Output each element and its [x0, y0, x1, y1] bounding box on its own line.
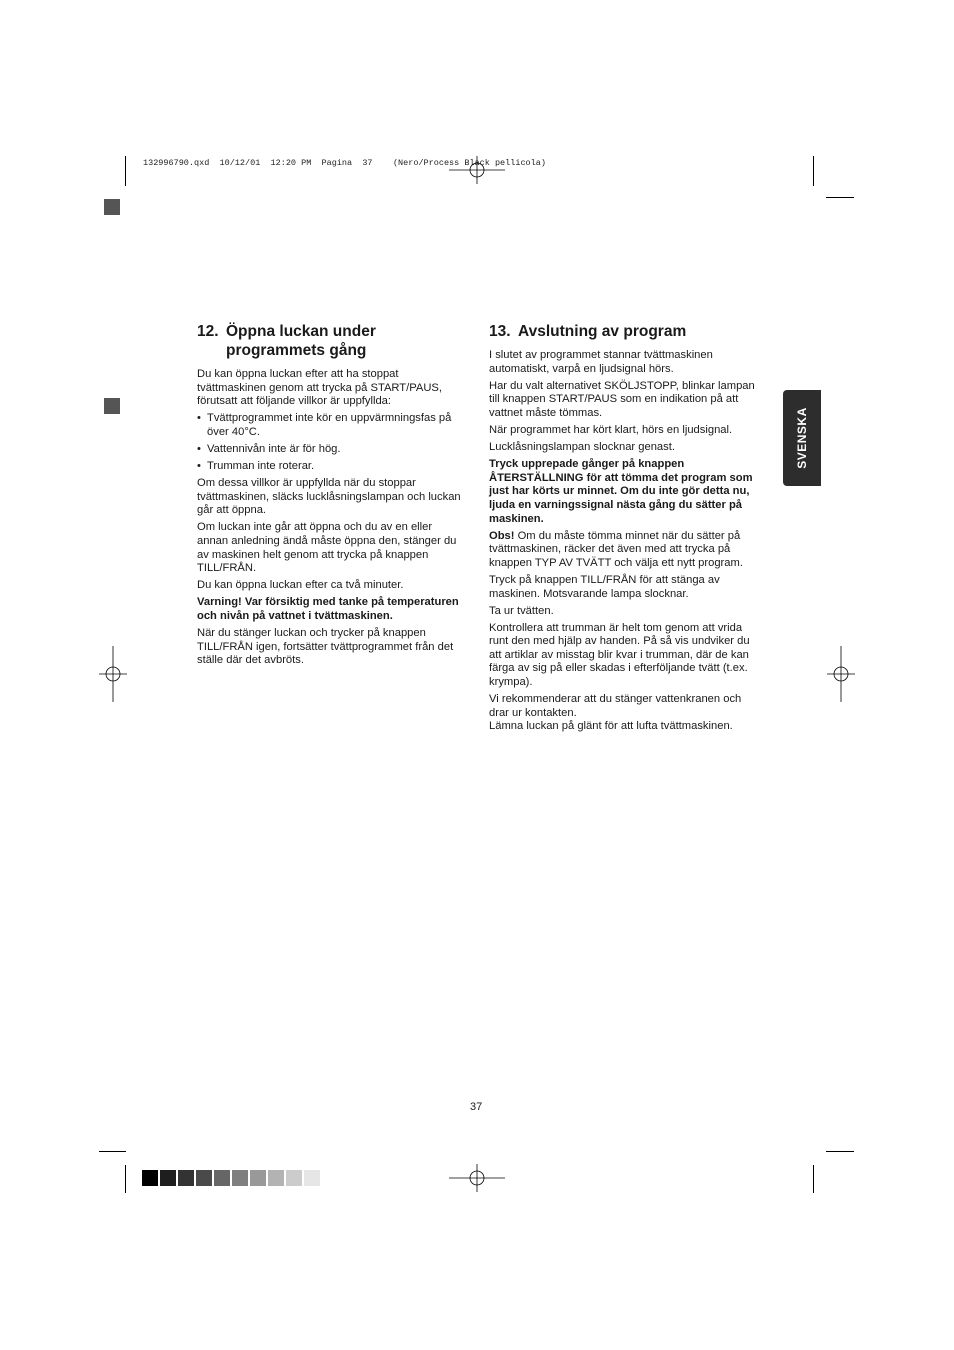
- list-item: • Trumman inte roterar.: [197, 460, 465, 474]
- section-13: [489, 322, 759, 737]
- paragraph: När programmet har kört klart, hörs en ljudsignal.: [489, 423, 733, 436]
- color-swatch: [196, 1170, 212, 1186]
- margin-marker: [104, 199, 120, 215]
- section-13-heading: [489, 322, 759, 341]
- obs-text: Om du måste tömma minnet när du sätter på tvättmaskinen, räcker det även med att trycka på knappen TYP AV TVÄTT och välja ett nytt program.: [489, 529, 743, 569]
- color-swatch: [160, 1170, 176, 1186]
- section-number: 12.: [197, 323, 219, 340]
- crop-mark: [813, 156, 814, 186]
- crop-mark: [125, 1165, 126, 1193]
- list-item: • Tvättprogrammet inte kör en uppvärmningsfas på över 40°C.: [197, 412, 465, 439]
- section-number: 13.: [489, 323, 511, 340]
- bold-instruction: Tryck upprepade gånger på knappen ÅTERSTÄLLNING för att tömma det program som just har körts ur minnet. Om du inte gör detta nu, ljuda en varningssignal nästa gång du sätter på maskinen.: [489, 458, 753, 525]
- paragraph: Ta ur tvätten.: [489, 604, 554, 617]
- paragraph: Du kan öppna luckan efter ca två minuter.: [197, 579, 404, 592]
- language-tab: [783, 390, 821, 486]
- paragraph: Om dessa villkor är uppfyllda när du stoppar tvättmaskinen, släcks lucklåsningslampan och luckan går att öppna.: [197, 477, 461, 517]
- paragraph: I slutet av programmet stannar tvättmaskinen automatiskt, varpå en ljudsignal hörs.: [489, 349, 713, 375]
- color-swatch: [178, 1170, 194, 1186]
- paragraph: Tryck på knappen TILL/FRÅN för att stänga av maskinen. Motsvarande lampa slocknar.: [489, 573, 720, 600]
- paragraph: När du stänger luckan och trycker på knappen TILL/FRÅN igen, fortsätter tvättprogrammet från det ställe där det avbröts.: [197, 627, 454, 667]
- obs-paragraph: [489, 530, 759, 571]
- registration-mark-icon: [449, 156, 505, 184]
- paragraph: Kontrollera att trumman är helt tom genom att vrida runt den med hjälp av handen. På så vis undviker du att artiklar av misstag blir kvar i trumman, där de kan färga av sig på eller skadas i efterföljande tvätt (t.ex. krympa).: [489, 621, 750, 689]
- color-swatch: [268, 1170, 284, 1186]
- crop-mark: [813, 1165, 814, 1193]
- margin-marker: [104, 398, 120, 414]
- paragraph: Vi rekommenderar att du stänger vattenkranen och drar ur kontakten.: [489, 693, 742, 719]
- registration-mark-icon: [827, 646, 855, 702]
- paragraph: Om luckan inte går att öppna och du av en eller annan anledning ändå måste öppna den, stänger du av maskinen helt genom att trycka på knappen TILL/FRÅN.: [197, 521, 457, 575]
- color-swatch: [142, 1170, 158, 1186]
- registration-mark-icon: [449, 1164, 505, 1192]
- section-title: Öppna luckan under programmets gång: [226, 323, 376, 359]
- section-12: [197, 322, 465, 671]
- condition-list: [197, 412, 465, 473]
- paragraph: Har du valt alternativet SKÖLJSTOPP, blinkar lampan till knappen START/PAUS som en indikation på att vattnet måste tömmas.: [489, 379, 755, 419]
- language-tab-label: SVENSKA: [795, 407, 809, 469]
- color-swatch: [214, 1170, 230, 1186]
- paragraph: Lucklåsningslampan slocknar genast.: [489, 441, 675, 454]
- section-title: Avslutning av program: [518, 323, 687, 340]
- section-12-heading: [197, 322, 465, 360]
- crop-mark: [826, 1151, 854, 1152]
- list-item: • Vattennivån inte är för hög.: [197, 443, 465, 457]
- paragraph: Du kan öppna luckan efter att ha stoppat tvättmaskinen genom att trycka på START/PAUS, förutsatt att följande villkor är uppfyllda:: [197, 368, 442, 408]
- paragraph: Lämna luckan på glänt för att lufta tvättmaskinen.: [489, 720, 733, 733]
- crop-mark: [125, 156, 126, 186]
- color-swatch: [250, 1170, 266, 1186]
- obs-label: Obs!: [489, 529, 515, 542]
- color-swatch: [232, 1170, 248, 1186]
- registration-mark-icon: [99, 646, 127, 702]
- color-swatch: [304, 1170, 320, 1186]
- print-slug: 132996790.qxd 10/12/01 12:20 PM Pagina 37 (Nero/Process Black pellicola): [143, 158, 546, 168]
- color-swatch: [286, 1170, 302, 1186]
- page-number: 37: [470, 1101, 483, 1113]
- crop-mark: [99, 1151, 126, 1152]
- warning-paragraph: Varning! Var försiktig med tanke på temperaturen och nivån på vattnet i tvättmaskinen.: [197, 596, 459, 622]
- crop-mark: [826, 197, 854, 198]
